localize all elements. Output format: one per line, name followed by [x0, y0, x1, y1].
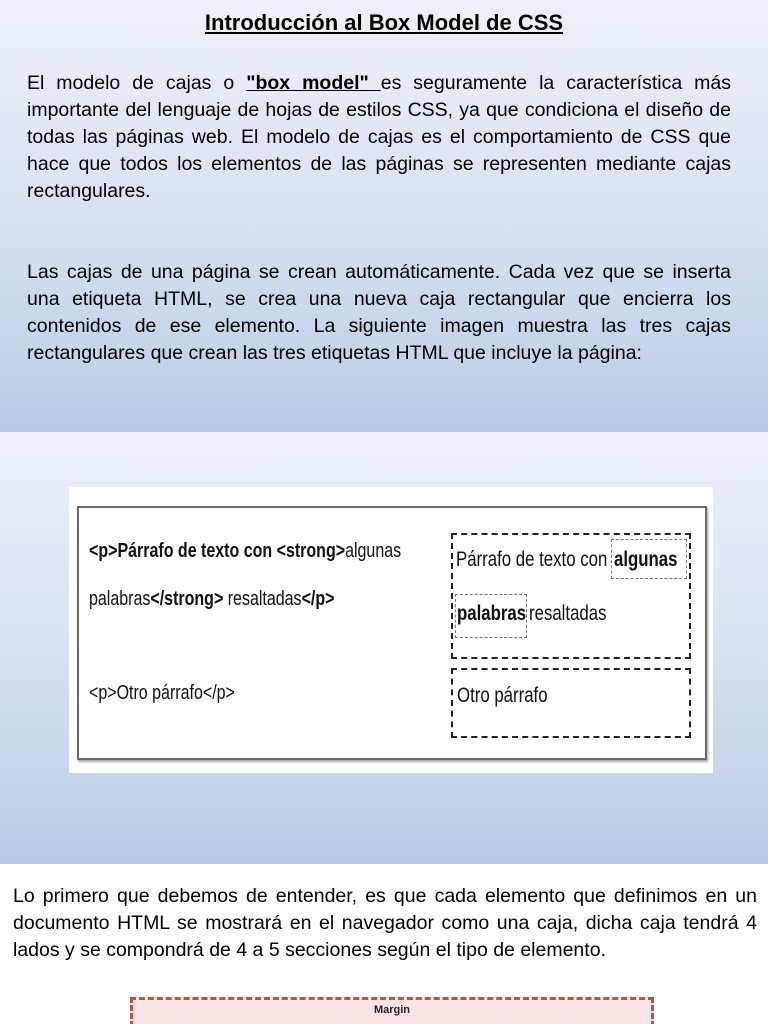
- margin-label: Margin: [373, 1004, 411, 1016]
- intro-paragraph: El modelo de cajas o "box model" es seguramente la característica más importante del lenguaje de hojas de estilos CSS, ya que condiciona el diseño de todas las páginas web. El modelo de cajas es el comportamiento de CSS que hace que todos los elementos de las páginas se representen mediante cajas rectangulares.: [27, 72, 731, 202]
- figure-frame: [77, 506, 707, 760]
- slide-figure: [0, 432, 768, 864]
- sections-paragraph: Lo primero que debemos de entender, es que cada elemento que definimos en un documento HTML se mostrará en el navegador como una caja, dicha caja tendrá 4 lados y se compondrá de 4 a 5 secciones según el tipo de elemento.: [13, 885, 757, 961]
- render-text-1-bold: algunas: [614, 548, 678, 571]
- boxes-paragraph: Las cajas de una página se crean automáticamente. Cada vez que se inserta una etiqueta HTML, se crea una nueva caja rectangular que encierra los contenidos de ese elemento. La siguiente imagen muestra las tres cajas rectangulares que crean las tres etiquetas HTML que incluye la página:: [27, 261, 731, 364]
- render-text-3: Otro párrafo: [457, 684, 548, 707]
- slide-intro: [0, 0, 768, 432]
- code-line-2: palabras</strong> resaltadas</p>: [89, 588, 335, 610]
- render-text-2: resaltadas: [529, 602, 607, 625]
- code-line-3: <p>Otro párrafo</p>: [89, 682, 235, 704]
- box-model-term: "box model": [246, 72, 381, 94]
- margin-box: [130, 997, 654, 1024]
- page-title: Introducción al Box Model de CSS: [204, 10, 564, 35]
- render-text-1: Párrafo de texto con: [456, 548, 608, 571]
- slide-box-sections: [0, 864, 768, 1024]
- code-line-1: <p>Párrafo de texto con <strong>algunas: [89, 540, 402, 562]
- box-model-example-figure: [69, 487, 713, 773]
- render-text-2-bold: palabras: [457, 602, 527, 625]
